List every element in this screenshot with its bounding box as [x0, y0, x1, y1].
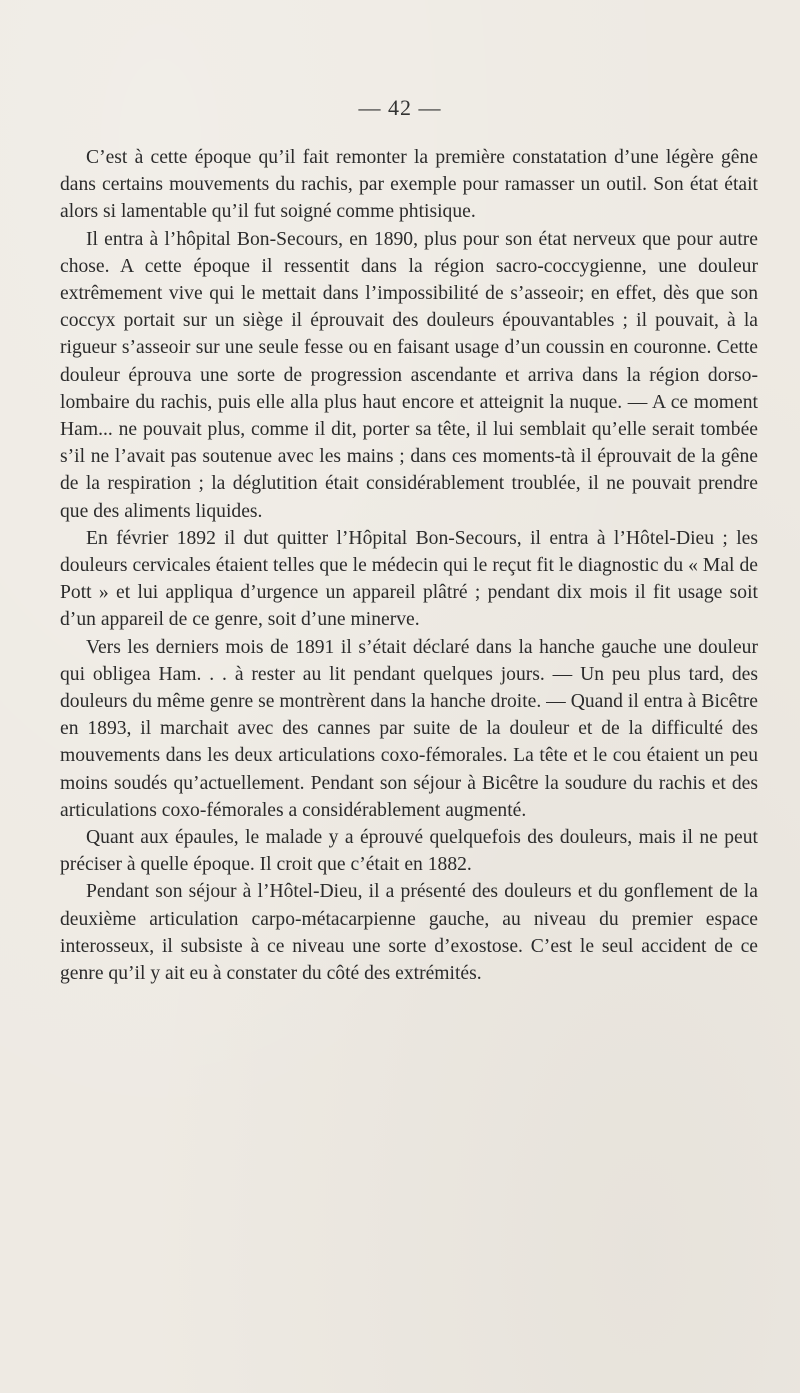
paragraph: Pendant son séjour à l’Hôtel-Dieu, il a présenté des douleurs et du gonflement de la deuxième articulation carpo-métacarpienne gauche, au niveau du premier espace interosseux, il subsiste à ce niveau une sorte d’exostose. C’est le seul accident de ce genre qu’il y ait eu à constater du côté des extrémités.	[60, 881, 758, 985]
body-text	[60, 144, 758, 987]
page-number: — 42 —	[358, 95, 442, 120]
paragraph: Quant aux épaules, le malade y a éprouvé quelquefois des douleurs, mais il ne peut préciser à quelle époque. Il croit que c’était en 1882.	[60, 827, 758, 876]
paragraph: Il entra à l’hôpital Bon-Secours, en 1890, plus pour son état nerveux que pour autre chose. A cette époque il ressentit dans la région sacro-coccygienne, une douleur extrêmement vive qui le mettait dans l’impossibilité de s’asseoir; en effet, dès que son coccyx portait sur un siège il éprouvait des douleurs épouvantables ; il pouvait, à la rigueur s’asseoir sur une seule fesse ou en faisant usage d’un coussin en couronne. Cette douleur éprouva une sorte de progression ascendante et arriva dans la région dorso-lombaire du rachis, puis elle alla plus haut encore et atteignit la nuque. — A ce moment Ham... ne pouvait plus, comme il dit, porter sa tête, il lui semblait qu’elle serait tombée s’il ne l’avait pas soutenue avec les mains ; dans ces moments-tà il éprouvait de la gêne de la respiration ; la déglutition était considérablement troublée, il ne pouvait prendre que des aliments liquides.	[60, 228, 758, 522]
paragraph: C’est à cette époque qu’il fait remonter la première constatation d’une légère gêne dans certains mouvements du rachis, par exemple pour ramasser un outil. Son état était alors si lamentable qu’il fut soigné comme phtisique.	[60, 147, 758, 223]
paragraph: Vers les derniers mois de 1891 il s’était déclaré dans la hanche gauche une douleur qui obligea Ham. . . à rester au lit pendant quelques jours. — Un peu plus tard, des douleurs du même genre se montrèrent dans la hanche droite. — Quand il entra à Bicêtre en 1893, il marchait avec des cannes par suite de la douleur et de la difficulté des mouvements dans les deux articulations coxo-fémorales. La tête et le cou étaient un peu moins soudés qu’actuellement. Pendant son séjour à Bicêtre la soudure du rachis et des articulations coxo-fémorales a considérablement augmenté.	[60, 636, 758, 821]
paragraph: En février 1892 il dut quitter l’Hôpital Bon-Secours, il entra à l’Hôtel-Dieu ; les douleurs cervicales étaient telles que le médecin qui le reçut fit le diagnostic du « Mal de Pott » et lui appliqua d’urgence un appareil plâtré ; pendant dix mois il fit usage soit d’un appareil de ce genre, soit d’une minerve.	[60, 527, 758, 631]
